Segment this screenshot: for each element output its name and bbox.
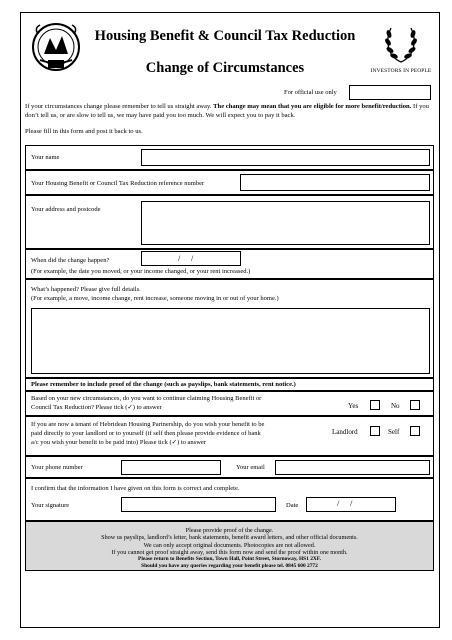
declaration-section	[25, 478, 434, 521]
change-date-label: When did the change happen?	[31, 257, 110, 264]
proof-note-section	[25, 378, 434, 391]
intro-text	[25, 102, 435, 121]
address-label: Your address and postcode	[31, 206, 101, 213]
signature-date-slashes: / /	[337, 498, 353, 508]
signature-date-field[interactable]	[306, 497, 396, 512]
address-section	[25, 195, 434, 249]
signature-label: Your signature	[31, 502, 70, 509]
tenant-question-line2: paid directly to your landlord or to yourself (if self then please provide evidence of bank	[31, 430, 261, 437]
reference-section	[25, 170, 434, 195]
address-field[interactable]	[141, 201, 430, 245]
date-label: Date	[286, 502, 299, 509]
no-checkbox[interactable]	[410, 400, 420, 410]
footer-line3: We can only accept original documents. Photocopies are not allowed.	[143, 541, 316, 549]
no-label: No	[391, 402, 400, 410]
change-date-field[interactable]	[141, 251, 241, 266]
reference-label: Your Housing Benefit or Council Tax Reduction reference number	[31, 180, 205, 187]
council-crest-logo	[30, 20, 82, 76]
intro-bold: The change may mean that you are eligible for more benefit/reduction.	[213, 103, 412, 110]
official-use-label: For official use only	[284, 89, 337, 96]
footer-notice	[25, 521, 434, 571]
signature-field[interactable]	[121, 497, 276, 512]
phone-field[interactable]	[121, 460, 221, 475]
reference-number-field[interactable]	[240, 174, 430, 191]
name-label: Your name	[31, 154, 60, 161]
self-checkbox[interactable]	[410, 426, 420, 436]
proof-note: Please remember to include proof of the change (such as payslips, bank statements, rent notice.)	[31, 381, 296, 388]
investors-in-people-logo	[366, 22, 436, 80]
name-section	[25, 145, 434, 170]
official-use-box	[349, 85, 431, 100]
footer-line4: If you cannot get proof straight away, send this form now and send the proof within one month.	[111, 548, 348, 556]
self-label: Self	[388, 428, 400, 436]
email-field[interactable]	[275, 460, 430, 475]
landlord-label: Landlord	[332, 428, 358, 436]
change-date-example: (For example, the date you moved, or your income changed, or your rent increased.)	[31, 268, 251, 275]
fill-in-instruction: Please fill in this form and post it back to us.	[25, 128, 143, 135]
investors-logo-text: INVESTORS IN PEOPLE	[370, 68, 432, 74]
footer-phone: Should you have any queries regarding your benefit please tel. 0845 600 2772	[141, 563, 318, 570]
yes-checkbox[interactable]	[370, 400, 380, 410]
landlord-checkbox[interactable]	[370, 426, 380, 436]
what-happened-label: What’s happened? Please give full details.	[31, 286, 141, 293]
phone-label: Your phone number	[31, 464, 83, 471]
name-field[interactable]	[141, 149, 430, 166]
form-subtitle: Change of Circumstances	[145, 60, 305, 76]
tenant-question-line1: If you are now a tenant of Hebridean Housing Partnership, do you wish your benefit to be	[31, 421, 265, 428]
continue-question-line1: Based on your new circumstances, do you want to continue claiming Housing Benefit or	[31, 395, 262, 402]
change-date-section	[25, 249, 434, 279]
form-title: Housing Benefit & Council Tax Reduction	[94, 28, 356, 44]
what-happened-field[interactable]	[31, 308, 430, 374]
tenant-question-line3: a/c you wish your benefit to be paid into) Please tick (✓) to answer	[31, 439, 206, 446]
what-happened-example: (For example, a move, income change, rent increase, someone moving in or out of your home.)	[31, 295, 279, 302]
footer-line1: Please provide proof of the change.	[185, 527, 274, 534]
what-happened-section	[25, 279, 434, 378]
confirm-text: I confirm that the information I have given on this form is correct and complete.	[31, 485, 240, 492]
contact-section	[25, 456, 434, 478]
yes-label: Yes	[348, 402, 359, 410]
intro-part2: If you don’t tell us, or are slow to tell us, we may have paid you too much. We will expect you to pay it back.	[25, 103, 429, 120]
footer-line2: Show us payslips, landlord’s letter, bank statements, benefit award letters, and other official documents.	[101, 534, 358, 542]
intro-part1: If your circumstances change please remember to tell us straight away.	[25, 103, 214, 110]
payment-recipient-section	[25, 416, 434, 456]
change-date-slashes: / /	[178, 253, 194, 263]
footer-return-address: Please return to Benefits Section, Town Hall, Point Street, Stornoway, HS1 2XF.	[138, 556, 321, 563]
continue-claim-section	[25, 391, 434, 416]
email-label: Your email	[236, 464, 265, 471]
continue-question-line2: Council Tax Reduction? Please tick (✓) to answer	[31, 404, 162, 411]
